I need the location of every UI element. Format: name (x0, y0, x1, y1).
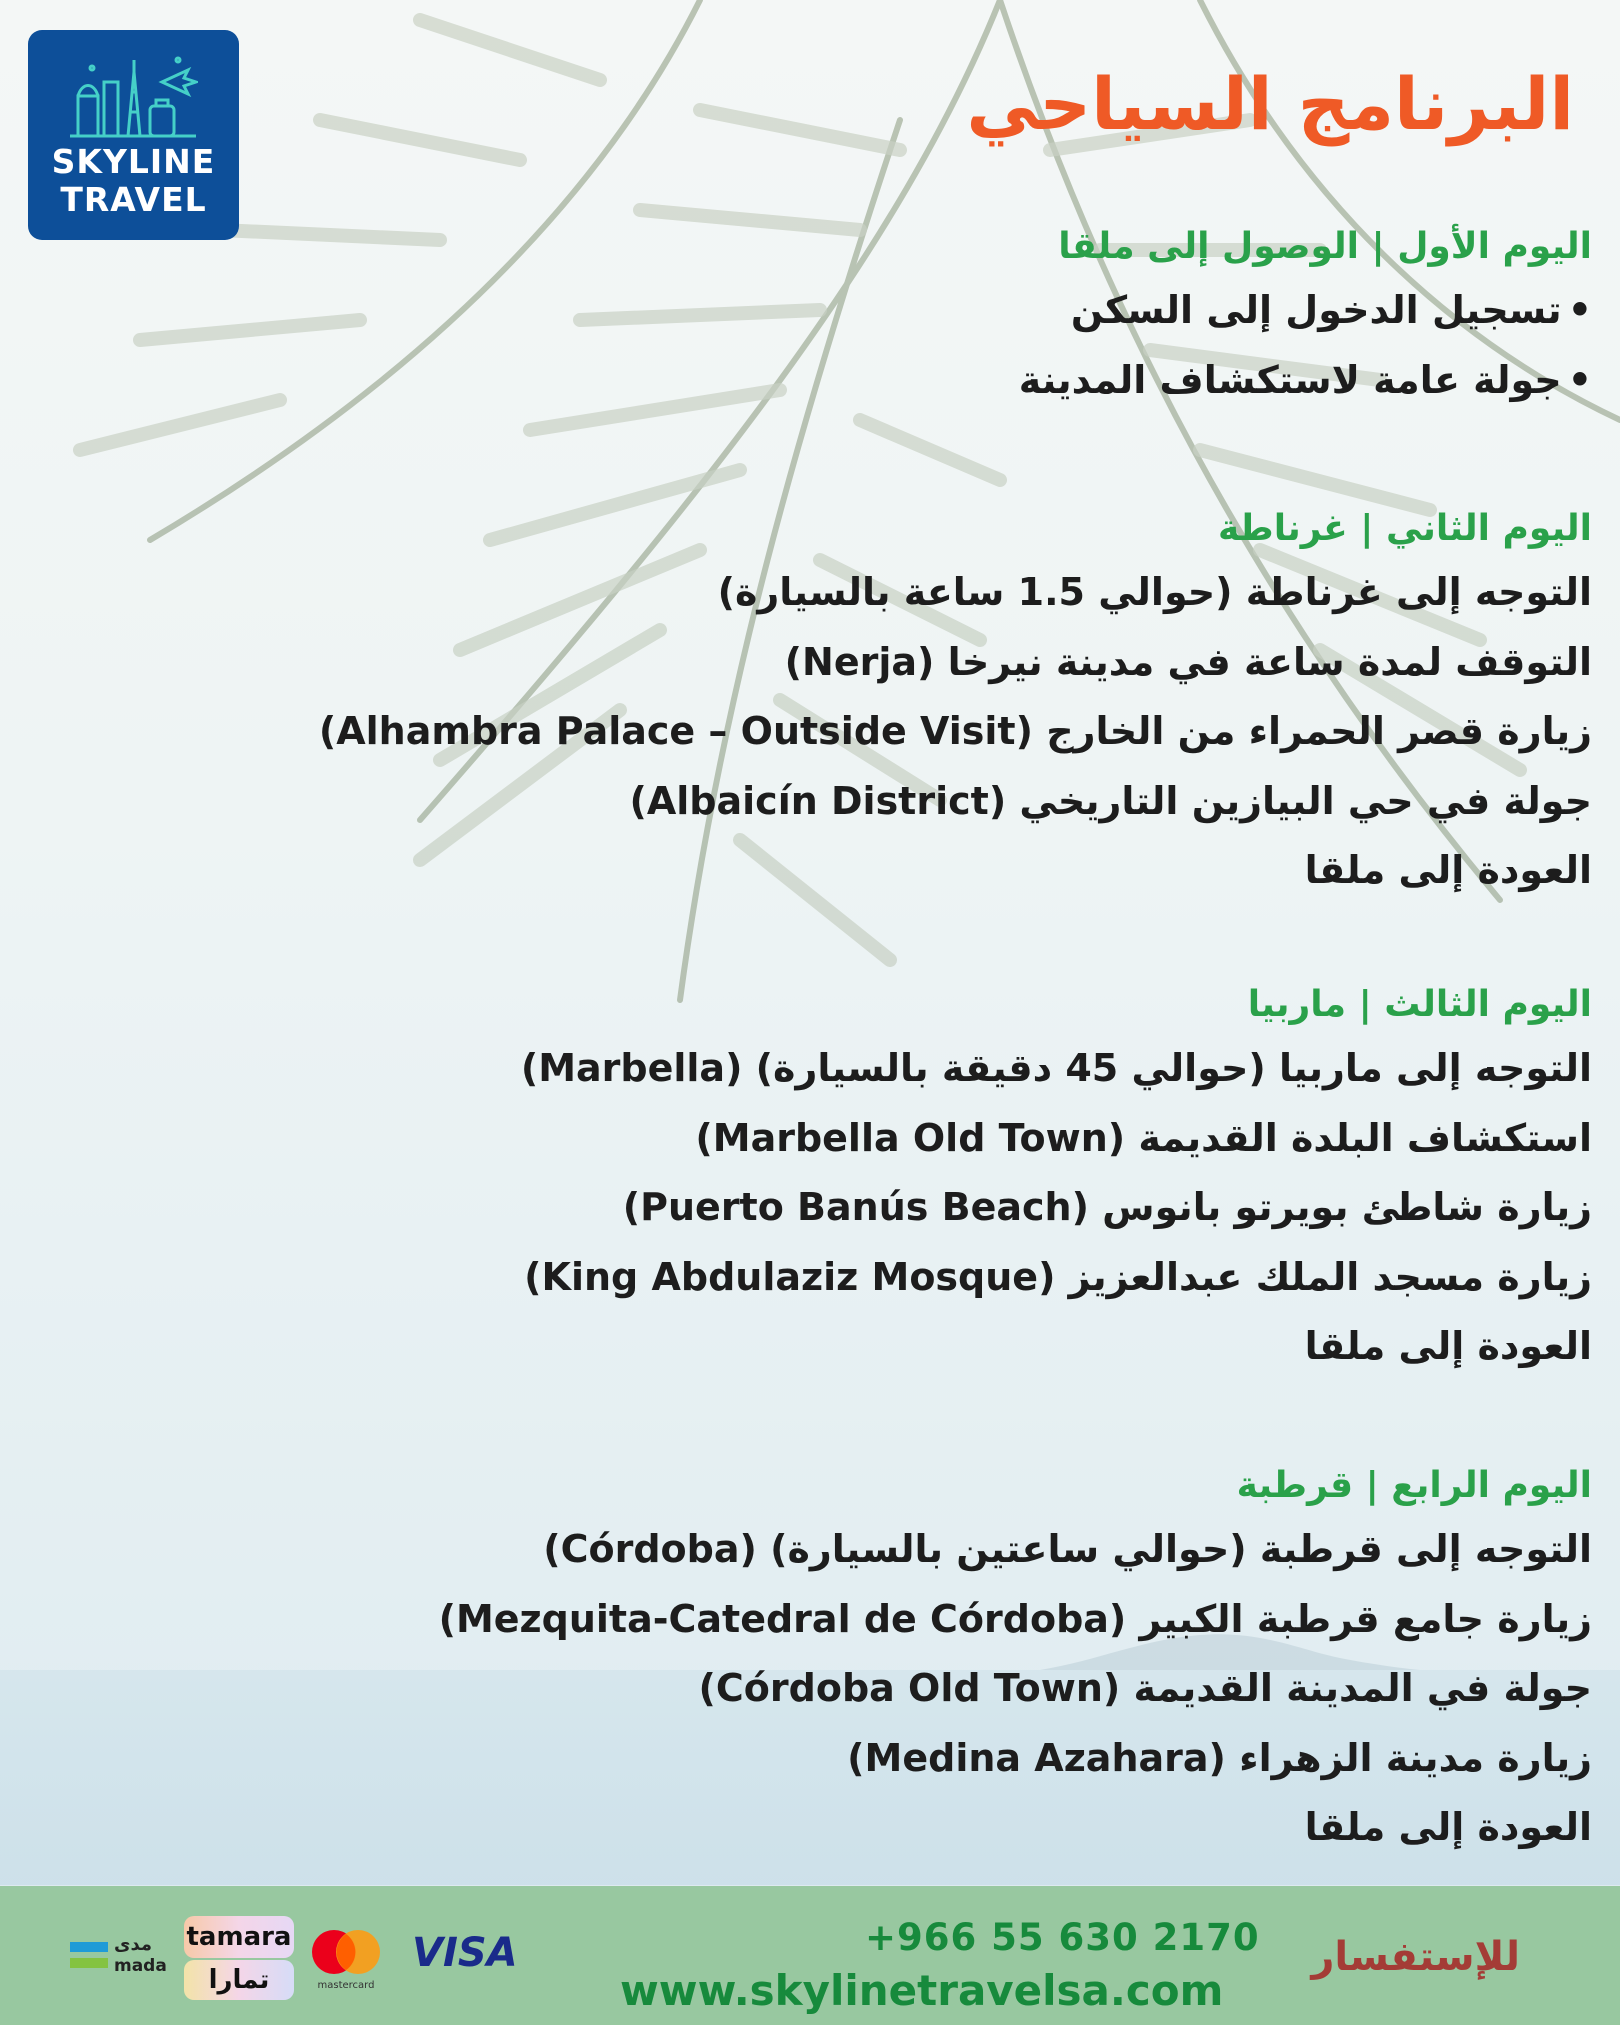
day-3-section (521, 976, 1592, 1382)
mada-label-ar: مدى (114, 1934, 153, 1955)
skyline-travel-logo (28, 30, 239, 240)
day-2-section (319, 500, 1592, 906)
day-4-heading: اليوم الرابع | قرطبة (1236, 1465, 1592, 1506)
day-2-item: التوقف لمدة ساعة في مدينة نيرخا (Nerja) (784, 639, 1592, 684)
tamara-label-en: tamara (184, 1916, 294, 1958)
visa-logo: VISA (412, 1930, 518, 1976)
day-3-heading: اليوم الثالث | ماربيا (1247, 984, 1592, 1025)
day-2-item: التوجه إلى غرناطة (حوالي 1.5 ساعة بالسيارة) (717, 570, 1592, 614)
day-4-item: زيارة مدينة الزهراء (Medina Azahara) (847, 1735, 1592, 1780)
day-2-item: زيارة قصر الحمراء من الخارج (Alhambra Palace – Outside Visit) (318, 709, 1592, 753)
day-2-item: جولة في حي البيازين التاريخي (Albaicín District) (629, 778, 1592, 823)
footer-bar (0, 1886, 1620, 2025)
bullet-icon: • (1567, 357, 1592, 402)
day-3-item: استكشاف البلدة القديمة (Marbella Old Town) (695, 1115, 1592, 1160)
day-2-heading: اليوم الثاني | غرناطة (1217, 508, 1592, 549)
mastercard-label: mastercard (317, 1980, 375, 1991)
day-1-item (1019, 346, 1592, 416)
day-1-section (1019, 218, 1592, 415)
mada-logo (70, 1934, 170, 1982)
mada-label-en: mada (114, 1956, 167, 1976)
phone-number[interactable]: +966 55 630 2170 (865, 1916, 1260, 1959)
mastercard-logo (306, 1926, 386, 1996)
day-4-item: جولة في المدينة القديمة (Córdoba Old Town) (698, 1666, 1592, 1710)
day-2-item: العودة إلى ملقا (1304, 848, 1592, 892)
day-3-item: زيارة شاطئ بويرتو بانوس (Puerto Banús Beach) (622, 1185, 1592, 1229)
city-skyline-icon (68, 52, 198, 140)
day-1-item-text: جولة عامة لاستكشاف المدينة (1018, 357, 1562, 402)
inquiry-label: للإستفسار (1311, 1934, 1520, 1980)
day-3-item: العودة إلى ملقا (1304, 1324, 1592, 1368)
tamara-label-ar: تمارا (184, 1960, 294, 2000)
bullet-icon: • (1567, 288, 1592, 332)
brand-name-line1: SKYLINE (51, 142, 216, 181)
day-4-item: العودة إلى ملقا (1304, 1805, 1592, 1849)
day-3-item: زيارة مسجد الملك عبدالعزيز (King Abdulaziz Mosque) (524, 1254, 1592, 1299)
day-4-item: التوجه إلى قرطبة (حوالي ساعتين بالسيارة) (Córdoba) (543, 1527, 1592, 1571)
day-1-item (1019, 276, 1592, 346)
day-4-item: زيارة جامع قرطبة الكبير (Mezquita-Catedral de Córdoba) (438, 1596, 1592, 1641)
brand-name-line2: TRAVEL (60, 180, 207, 219)
tamara-logo (184, 1916, 294, 2000)
day-4-section (439, 1457, 1592, 1863)
day-3-item: التوجه إلى ماربيا (حوالي 45 دقيقة بالسيارة) (Marbella) (520, 1046, 1592, 1090)
day-1-heading: اليوم الأول | الوصول إلى ملقا (1058, 226, 1592, 267)
page-title: البرنامج السياحي (966, 62, 1574, 146)
mada-bars-icon (70, 1938, 110, 1974)
day-1-item-text: تسجيل الدخول إلى السكن (1070, 288, 1562, 332)
website-link[interactable]: www.skylinetravelsa.com (620, 1966, 1224, 2015)
